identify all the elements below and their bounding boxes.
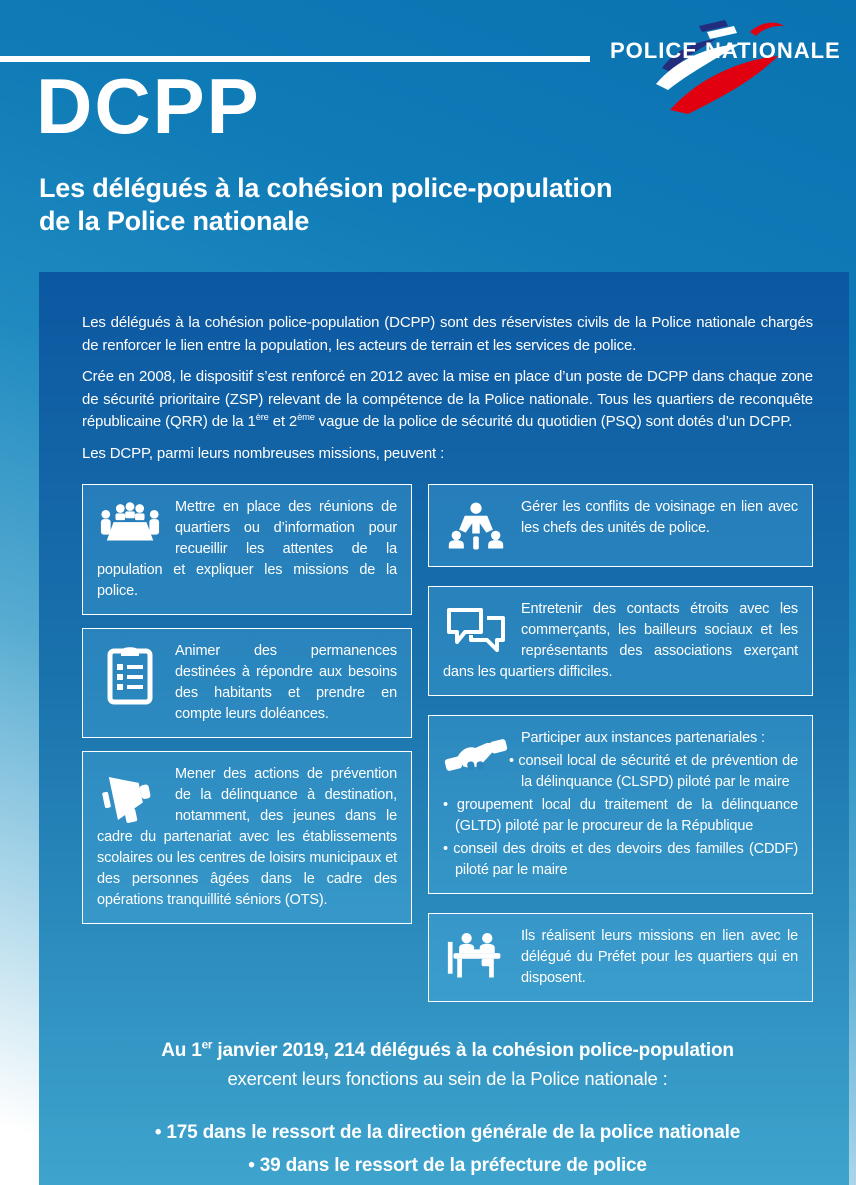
footer-bullet-dgpn: • 175 dans le ressort de la direction générale de la police nationale	[154, 1122, 741, 1144]
content-panel	[39, 272, 849, 1185]
police-nationale-logo	[604, 20, 846, 116]
mission-columns	[82, 484, 813, 1002]
mission-bullet: • conseil des droits et des devoirs des familles (CDDF) piloté par le maire	[443, 839, 798, 881]
mission-box-instances	[428, 715, 813, 894]
mission-box-conflits	[428, 484, 813, 567]
footer-headline-text-end: janvier 2019, 214 délégués à la cohésion police-population	[212, 1040, 734, 1062]
mission-box-reunions	[82, 484, 412, 615]
mission-bullet: • groupement local du traitement de la délinquance (GLTD) piloté par le procureur de la République	[443, 795, 798, 837]
footer-stats	[82, 1040, 813, 1183]
mission-column-right	[428, 484, 813, 1002]
desk-meeting-icon	[443, 929, 509, 981]
mission-text: Mettre en place des réunions de quartiers ou d’information pour recueillir les attentes de la population et expliquer les missions de la police.	[97, 499, 397, 600]
footer-headline	[82, 1040, 813, 1062]
intro-paragraph-2	[82, 366, 813, 434]
intro-p2-superscript-1: ère	[255, 412, 269, 422]
page-subtitle-line2: de la Police nationale	[39, 205, 310, 236]
intro-paragraph-1: Les délégués à la cohésion police-population (DCPP) sont des réservistes civils de la Police nationale chargés de renforcer le lien entre la population, les acteurs de terrain et les services de police.	[82, 314, 813, 354]
footer-bullets	[82, 1116, 813, 1183]
footer-headline-text: Au 1	[161, 1040, 202, 1062]
mission-text: Gérer les conflits de voisinage en lien avec les chefs des unités de police.	[521, 499, 798, 537]
intro-p2-text-mid: et 2	[268, 413, 298, 430]
footer-bullet-prefecture: • 39 dans le ressort de la préfecture de police	[248, 1155, 647, 1177]
page-title: DCPP	[36, 62, 261, 150]
footer-headline-superscript: er	[201, 1038, 213, 1052]
mission-box-permanences	[82, 628, 412, 738]
intro-p2-text-end: vague de la police de sécurité du quotidien (PSQ) sont dotés d’un DCPP.	[314, 413, 793, 430]
mission-box-prefet	[428, 913, 813, 1002]
logo-swoosh-icon	[604, 20, 846, 116]
page-subtitle-line1: Les délégués à la cohésion police-population	[39, 173, 613, 203]
intro-paragraph-3: Les DCPP, parmi leurs nombreuses missions, peuvent :	[82, 444, 445, 462]
mediation-icon	[443, 500, 509, 552]
mission-text: Entretenir des contacts étroits avec les commerçants, les bailleurs sociaux et les représentants des associations exerçant dans les quartiers difficiles.	[443, 601, 798, 681]
mission-text: Animer des permanences destinées à répondre aux besoins des habitants et prendre en compte leurs doléances.	[175, 643, 397, 723]
meeting-icon	[97, 500, 163, 548]
footer-subline: exercent leurs fonctions au sein de la Police nationale :	[227, 1068, 668, 1090]
intro-p2-superscript-2: ème	[297, 412, 315, 422]
mission-text: Mener des actions de prévention de la délinquance à destination, notamment, des jeunes dans le cadre du partenariat avec les établissements scolaires ou les centres de loisirs municipaux et des personnes âgées dans le cadre des opérations tranquillité séniors (OTS).	[97, 766, 397, 909]
page-subtitle	[39, 172, 612, 238]
chat-bubbles-icon	[443, 602, 509, 656]
mission-bullet: • conseil local de sécurité et de prévention de la délinquance (CLSPD) piloté par le maire	[443, 751, 798, 793]
mission-box-prevention	[82, 751, 412, 924]
intro-p2-text: Crée en 2008, le dispositif s’est renforcé en 2012 avec la mise en place d’un poste de DCPP dans chaque zone de sécurité prioritaire (ZSP) relevant de la compétence de la Police nationale. Tous les quartiers de reconquête républicaine (QRR) de la 1	[82, 368, 813, 430]
mission-title: Participer aux instances partenariales :	[521, 730, 765, 747]
megaphone-icon	[97, 767, 163, 823]
handshake-icon	[443, 731, 509, 779]
mission-text: Ils réalisent leurs missions en lien avec le délégué du Préfet pour les quartiers qui en disposent.	[521, 928, 798, 987]
mission-box-contacts	[428, 586, 813, 696]
clipboard-icon	[97, 644, 163, 706]
mission-column-left	[82, 484, 412, 924]
logo-text: POLICE NATIONALE	[610, 38, 841, 63]
